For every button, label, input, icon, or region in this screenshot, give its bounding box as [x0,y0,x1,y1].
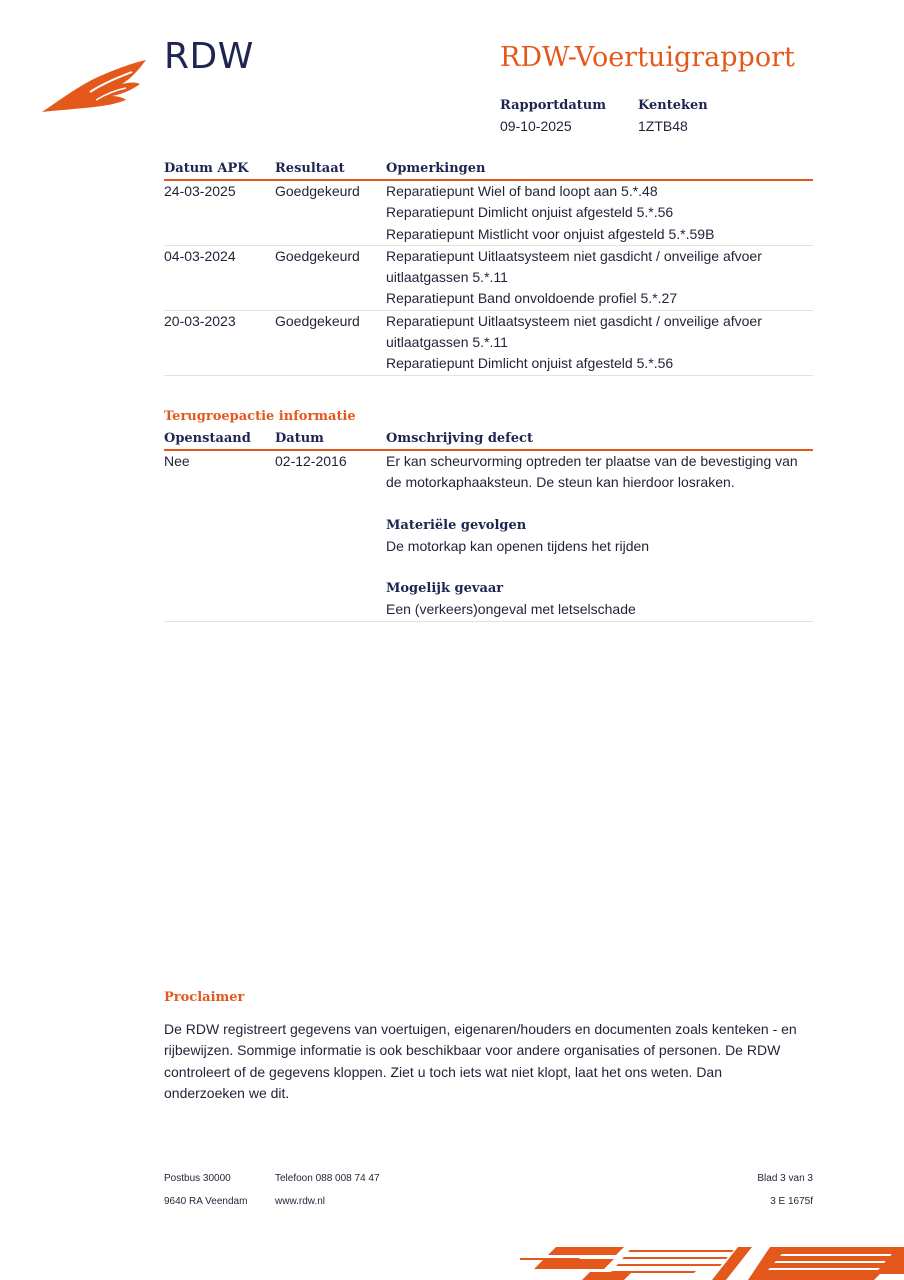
apk-resultaat: Goedgekeurd [275,247,360,264]
gevaar-text: Een (verkeers)ongeval met letselschade [386,601,636,618]
omschrijving-line: de motorkaphaaksteun. De steun kan hierdoor losraken. [386,474,735,491]
apk-datum: 04-03-2024 [164,247,236,264]
recall-omschrijving [386,451,806,621]
apk-datum: 20-03-2023 [164,312,236,329]
recall-datum: 02-12-2016 [275,453,347,469]
rapportdatum-label: Rapportdatum [500,98,606,113]
proclaimer-text: De RDW registreert gegevens van voertuigen, eigenaren/houders en documenten zoals kenteken - en rijbewijzen. Sommige informatie is ook beschikbaar voor andere organisaties of personen. De RDW controleert of de gegevens kloppen. Ziet u toch iets wat niet klopt, laat het ons weten. Dan onderzoeken we dit. [164,1021,797,1101]
footer-website[interactable]: www.rdw.nl [275,1196,326,1207]
table-row [164,181,813,246]
header-resultaat: Resultaat [275,161,345,176]
kenteken-label: Kenteken [638,98,708,113]
apk-resultaat: Goedgekeurd [275,183,360,199]
footer-page-number: Blad 3 van 3 [757,1173,813,1184]
opmerking-line: Reparatiepunt Uitlaatsysteem niet gasdicht / onveilige afvoer [386,312,762,329]
apk-table-header [164,159,813,181]
opmerking-line: Reparatiepunt Wiel of band loopt aan 5.*.48 [386,183,658,199]
opmerking-line: Reparatiepunt Mistlicht voor onjuist afgesteld 5.*.59B [386,225,715,242]
footer-telefoon: Telefoon 088 008 74 47 [275,1173,380,1184]
kenteken-value: 1ZTB48 [638,118,688,134]
header-opmerkingen: Opmerkingen [386,161,486,176]
apk-resultaat: Goedgekeurd [275,312,360,329]
proclaimer-title: Proclaimer [164,990,245,1005]
report-title: RDW-Voertuigrapport [500,42,795,73]
rdw-stripes-decoration [520,1244,904,1280]
footer-postcode: 9640 RA Veendam [164,1196,248,1207]
header-datum-apk: Datum APK [164,161,249,176]
gevolgen-label: Materiële gevolgen [386,517,527,533]
apk-opmerkingen [386,181,806,245]
opmerking-line: Reparatiepunt Dimlicht onjuist afgesteld 5.*.56 [386,355,674,372]
logo-text: RDW [164,36,254,77]
recall-table-header [164,429,813,451]
footer-code: 3 E 1675f [770,1196,813,1207]
recall-openstaand: Nee [164,453,190,469]
table-row [164,246,813,311]
table-row [164,451,813,622]
recall-section-title: Terugroepactie informatie [164,409,356,424]
table-row [164,311,813,376]
gevolgen-text: De motorkap kan openen tijdens het rijden [386,537,650,554]
apk-datum: 24-03-2025 [164,183,236,199]
opmerking-line: uitlaatgassen 5.*.11 [386,269,508,286]
gevaar-label: Mogelijk gevaar [386,581,504,597]
opmerking-line: Reparatiepunt Band onvoldoende profiel 5.*.27 [386,290,678,307]
rapportdatum-value: 09-10-2025 [500,118,572,134]
rdw-flame-logo-icon [40,56,150,116]
opmerking-line: uitlaatgassen 5.*.11 [386,334,508,351]
header-datum: Datum [275,431,324,446]
opmerking-line: Reparatiepunt Uitlaatsysteem niet gasdicht / onveilige afvoer [386,247,762,264]
header-omschrijving-defect: Omschrijving defect [386,431,533,446]
apk-table [164,159,813,376]
omschrijving-line: Er kan scheurvorming optreden ter plaatse van de bevestiging van [386,453,798,469]
header-openstaand: Openstaand [164,431,251,446]
footer-postbus: Postbus 30000 [164,1173,231,1184]
apk-opmerkingen [386,311,806,375]
apk-opmerkingen [386,246,806,310]
opmerking-line: Reparatiepunt Dimlicht onjuist afgesteld 5.*.56 [386,204,674,221]
recall-table [164,429,813,622]
